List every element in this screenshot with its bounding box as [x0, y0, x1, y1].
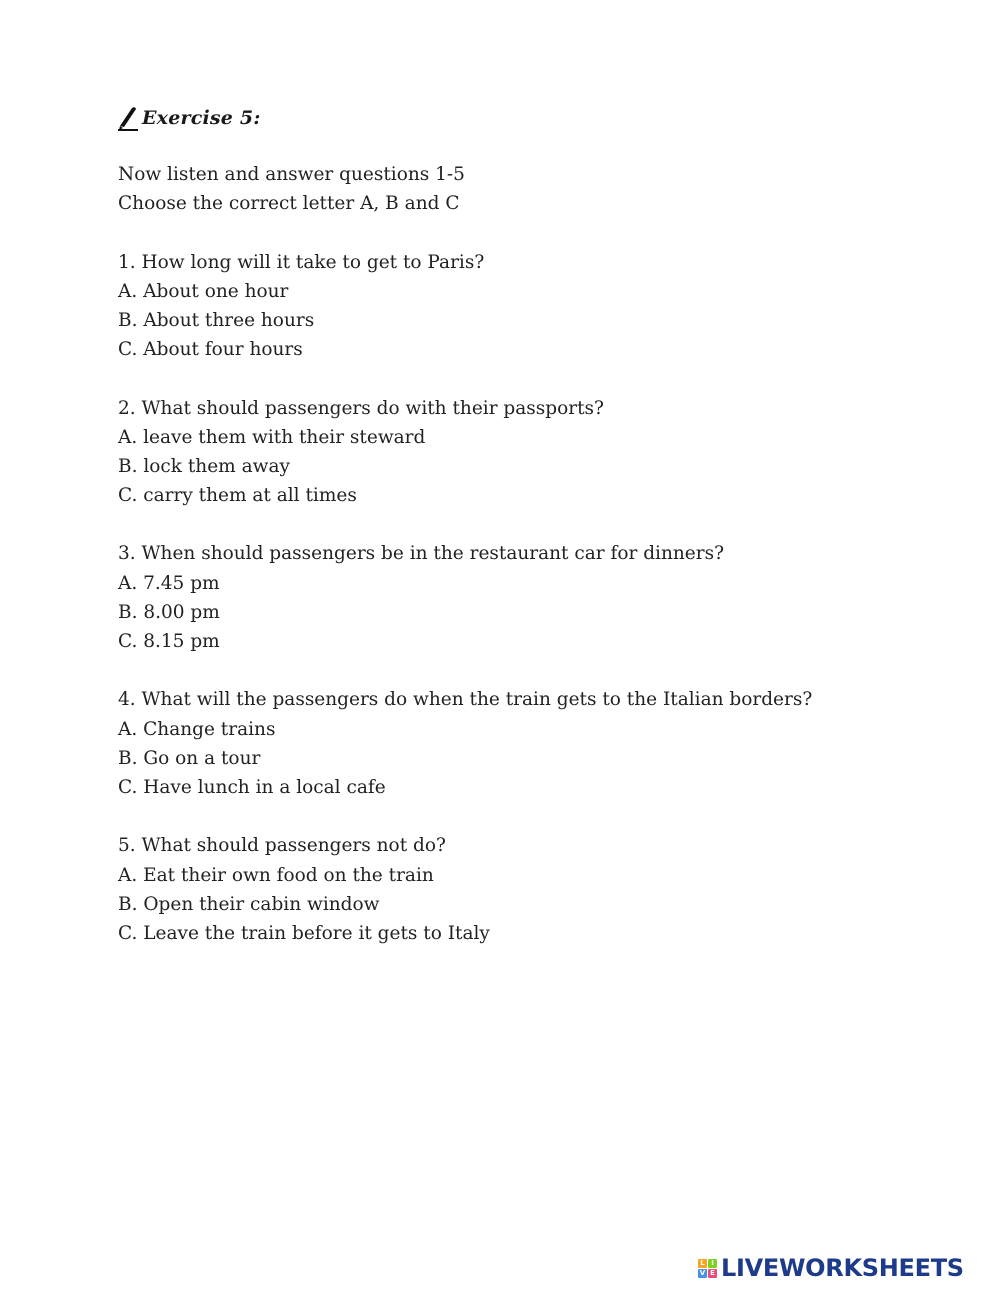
answer-option: C. 8.15 pm — [118, 631, 220, 652]
answer-option: A. Eat their own food on the train — [118, 864, 434, 886]
logo-letter: I — [708, 1259, 717, 1268]
question-text: 3. When should passengers be in the restaurant car for dinners? — [118, 543, 724, 565]
question-text: 4. What will the passengers do when the train gets to the Italian borders? — [118, 689, 813, 711]
question-block — [118, 248, 918, 365]
logo-letter: L — [698, 1259, 707, 1268]
exercise-title: Exercise 5: — [142, 107, 261, 129]
exercise-header — [116, 104, 261, 132]
answer-option: B. Go on a tour — [118, 747, 261, 769]
logo-letter: V — [699, 1268, 706, 1277]
pen-icon — [116, 104, 140, 132]
question-block — [118, 394, 918, 511]
answer-option: A. 7.45 pm — [118, 572, 220, 594]
answer-option: A. leave them with their steward — [118, 426, 426, 448]
liveworksheets-logo — [698, 1254, 964, 1282]
logo-mark-icon — [698, 1259, 717, 1278]
question-block — [118, 685, 918, 802]
answer-option: B. lock them away — [118, 455, 290, 477]
answer-option: C. Have lunch in a local cafe — [118, 776, 386, 798]
logo-letter: E — [708, 1269, 717, 1278]
question-text: 5. What should passengers not do? — [118, 835, 446, 857]
worksheet-content — [118, 160, 918, 948]
instruction-line: Choose the correct letter A, B and C — [118, 193, 460, 215]
answer-option: B. About three hours — [118, 309, 315, 331]
question-text: 1. How long will it take to get to Paris? — [118, 251, 485, 273]
instruction-line: Now listen and answer questions 1-5 — [118, 164, 465, 185]
question-text: 2. What should passengers do with their passports? — [118, 397, 604, 419]
answer-option: B. 8.00 pm — [118, 601, 220, 623]
question-block — [118, 831, 918, 948]
answer-option: A. Change trains — [118, 718, 276, 740]
answer-option: C. Leave the train before it gets to Italy — [118, 922, 490, 944]
logo-text: LIVEWORKSHEETS — [721, 1254, 964, 1282]
answer-option: C. carry them at all times — [118, 485, 357, 507]
answer-option: B. Open their cabin window — [118, 893, 380, 915]
answer-option: A. About one hour — [118, 280, 289, 302]
answer-option: C. About four hours — [118, 339, 303, 361]
question-block — [118, 539, 918, 656]
